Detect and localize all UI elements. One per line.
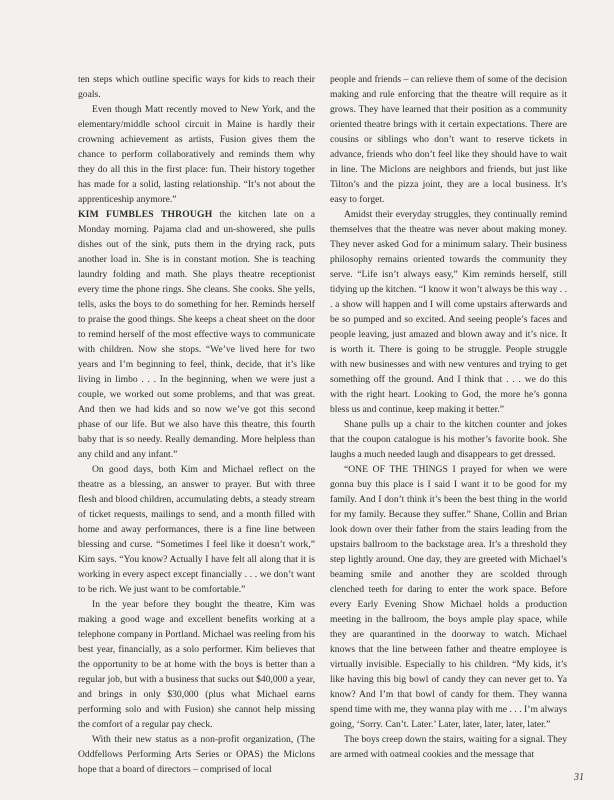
page-number: 31 — [574, 772, 584, 783]
paragraph: The boys creep down the stairs, waiting for a signal. They are armed with oatmeal cookies and the message that — [330, 734, 567, 760]
paragraph: Amidst their everyday struggles, they continually remind themselves that the theatre was never about making money. They never asked God for a minimum salary. Their business philosophy remains oriented towards the community they serve. “Life isn’t always easy,” Kim reminds herself, still tidying up the kitchen. “I know it won’t always be this way . . . a show will happen and I will come upstairs afterwards and be so pumped and so excited. And seeing people’s faces and people leaving, just amazed and blown away and it’s nice. It is worth it. There is going to be struggle. People struggle with new businesses and with new ventures and trying to get something off the ground. And I think that . . . we do this with the right heart. Looking to God, the more he’s gonna bless us and continue, keep making it better.” — [330, 209, 567, 415]
section-lead-in: KIM FUMBLES THROUGH — [78, 209, 213, 220]
right-column — [330, 72, 567, 762]
paragraph: Shane pulls up a chair to the kitchen counter and jokes that the coupon catalogue is his mother’s favorite book. She laughs a much needed laugh and disappears to get dressed. — [330, 419, 567, 460]
paragraph: On good days, both Kim and Michael reflect on the theatre as a blessing, an answer to prayer. But with three flesh and blood children, accumulating debts, a steady stream of ticket requests, mailings to send, and a month filled with home and away performances, there is a fine line between blessing and curse. “Sometimes I feel like it doesn’t work,” Kim says. “You know? Actually I have felt all along that it is working in every aspect except financially . . . we don’t want to be rich. We just want to be comfortable.” — [78, 464, 315, 595]
paragraph-kim-fumbles — [78, 207, 315, 462]
paragraph: “ONE OF THE THINGS I prayed for when we were gonna buy this place is I said I want it to be good for my family. And I don’t think it’s been the best thing in the world for my family. Because they suffer.” Shane, Collin and Brian look down over their father from the stairs leading from the upstairs ballroom to the backstage area. It’s a threshold they step lightly around. One day, they are greeted with Michael’s beaming smile and another they are scolded through clenched teeth for daring to enter the work space. Before every Early Evening Show Michael holds a production meeting in the ballroom, the boys ample play space, while they are quarantined in the doorway to watch. Michael knows that the line between father and theatre employee is virtually invisible. Especially to his children. “My kids, it’s like having this big bowl of candy they can never get to. Ya know? And I’m that bowl of candy for them. They wanna spend time with me, they wanna play with me . . . I’m always going, ‘Sorry. Can’t. Later.’ Later, later, later, later, later.” — [330, 464, 567, 730]
paragraph-text: the kitchen late on a Monday morning. Pajama clad and un-showered, she pulls dishes out of the sink, puts them in the drying rack, puts another load in. She is in constant motion. She is teaching laundry folding and math. She plays theatre receptionist every time the phone rings. She cleans. She cooks. She yells, tells, asks the boys to do something for her. Reminds herself to praise the good things. She keeps a cheat sheet on the door to remind herself of the most effective ways to communicate with children. Now she stops. “We’ve lived here for two years and I’m beginning to feel, think, decide, that it’s like living in limbo . . . In the beginning, when we were just a couple, we worked out some problems, and that was great. And then we had kids and so now we’ve got this second phase of our life. But we also have this theatre, this fourth baby that is so needy. Really demanding. More helpless than any child and any infant.” — [78, 209, 316, 460]
paragraph: people and friends – can relieve them of some of the decision making and rule enforcing that the theatre will require as it grows. They have learned that their position as a community oriented theatre brings with it certain expectations. There are cousins or siblings who don’t want to reserve tickets in advance, friends who don’t feel like they should have to wait in line. The Miclons are neighbors and friends, but just like Tilton’s and the pizza joint, they are a local business. It’s easy to forget. — [330, 74, 567, 205]
paragraph: ten steps which outline specific ways for kids to reach their goals. — [78, 74, 315, 100]
paragraph: With their new status as a non-profit organization, (The Oddfellows Performing Arts Series or OPAS) the Miclons hope that a board of directors – comprised of local — [78, 734, 315, 775]
left-column — [78, 72, 315, 777]
paragraph: In the year before they bought the theatre, Kim was making a good wage and excellent benefits working at a telephone company in Portland. Michael was reeling from his best year, financially, as a solo performer. Kim believes that the opportunity to be at home with the boys is better than a regular job, but with a business that sucks out $40,000 a year, and brings in only $30,000 (plus what Michael earns performing solo and with Fusion) she cannot help missing the comfort of a regular pay check. — [78, 599, 315, 730]
paragraph: Even though Matt recently moved to New York, and the elementary/middle school circuit in Maine is hardly their crowning achievement as artists, Fusion gives them the chance to perform collaboratively and reminds them why they do all this in the first place: fun. Their history together has made for a solid, lasting relationship. “It’s not about the apprenticeship anymore.” — [78, 104, 315, 205]
